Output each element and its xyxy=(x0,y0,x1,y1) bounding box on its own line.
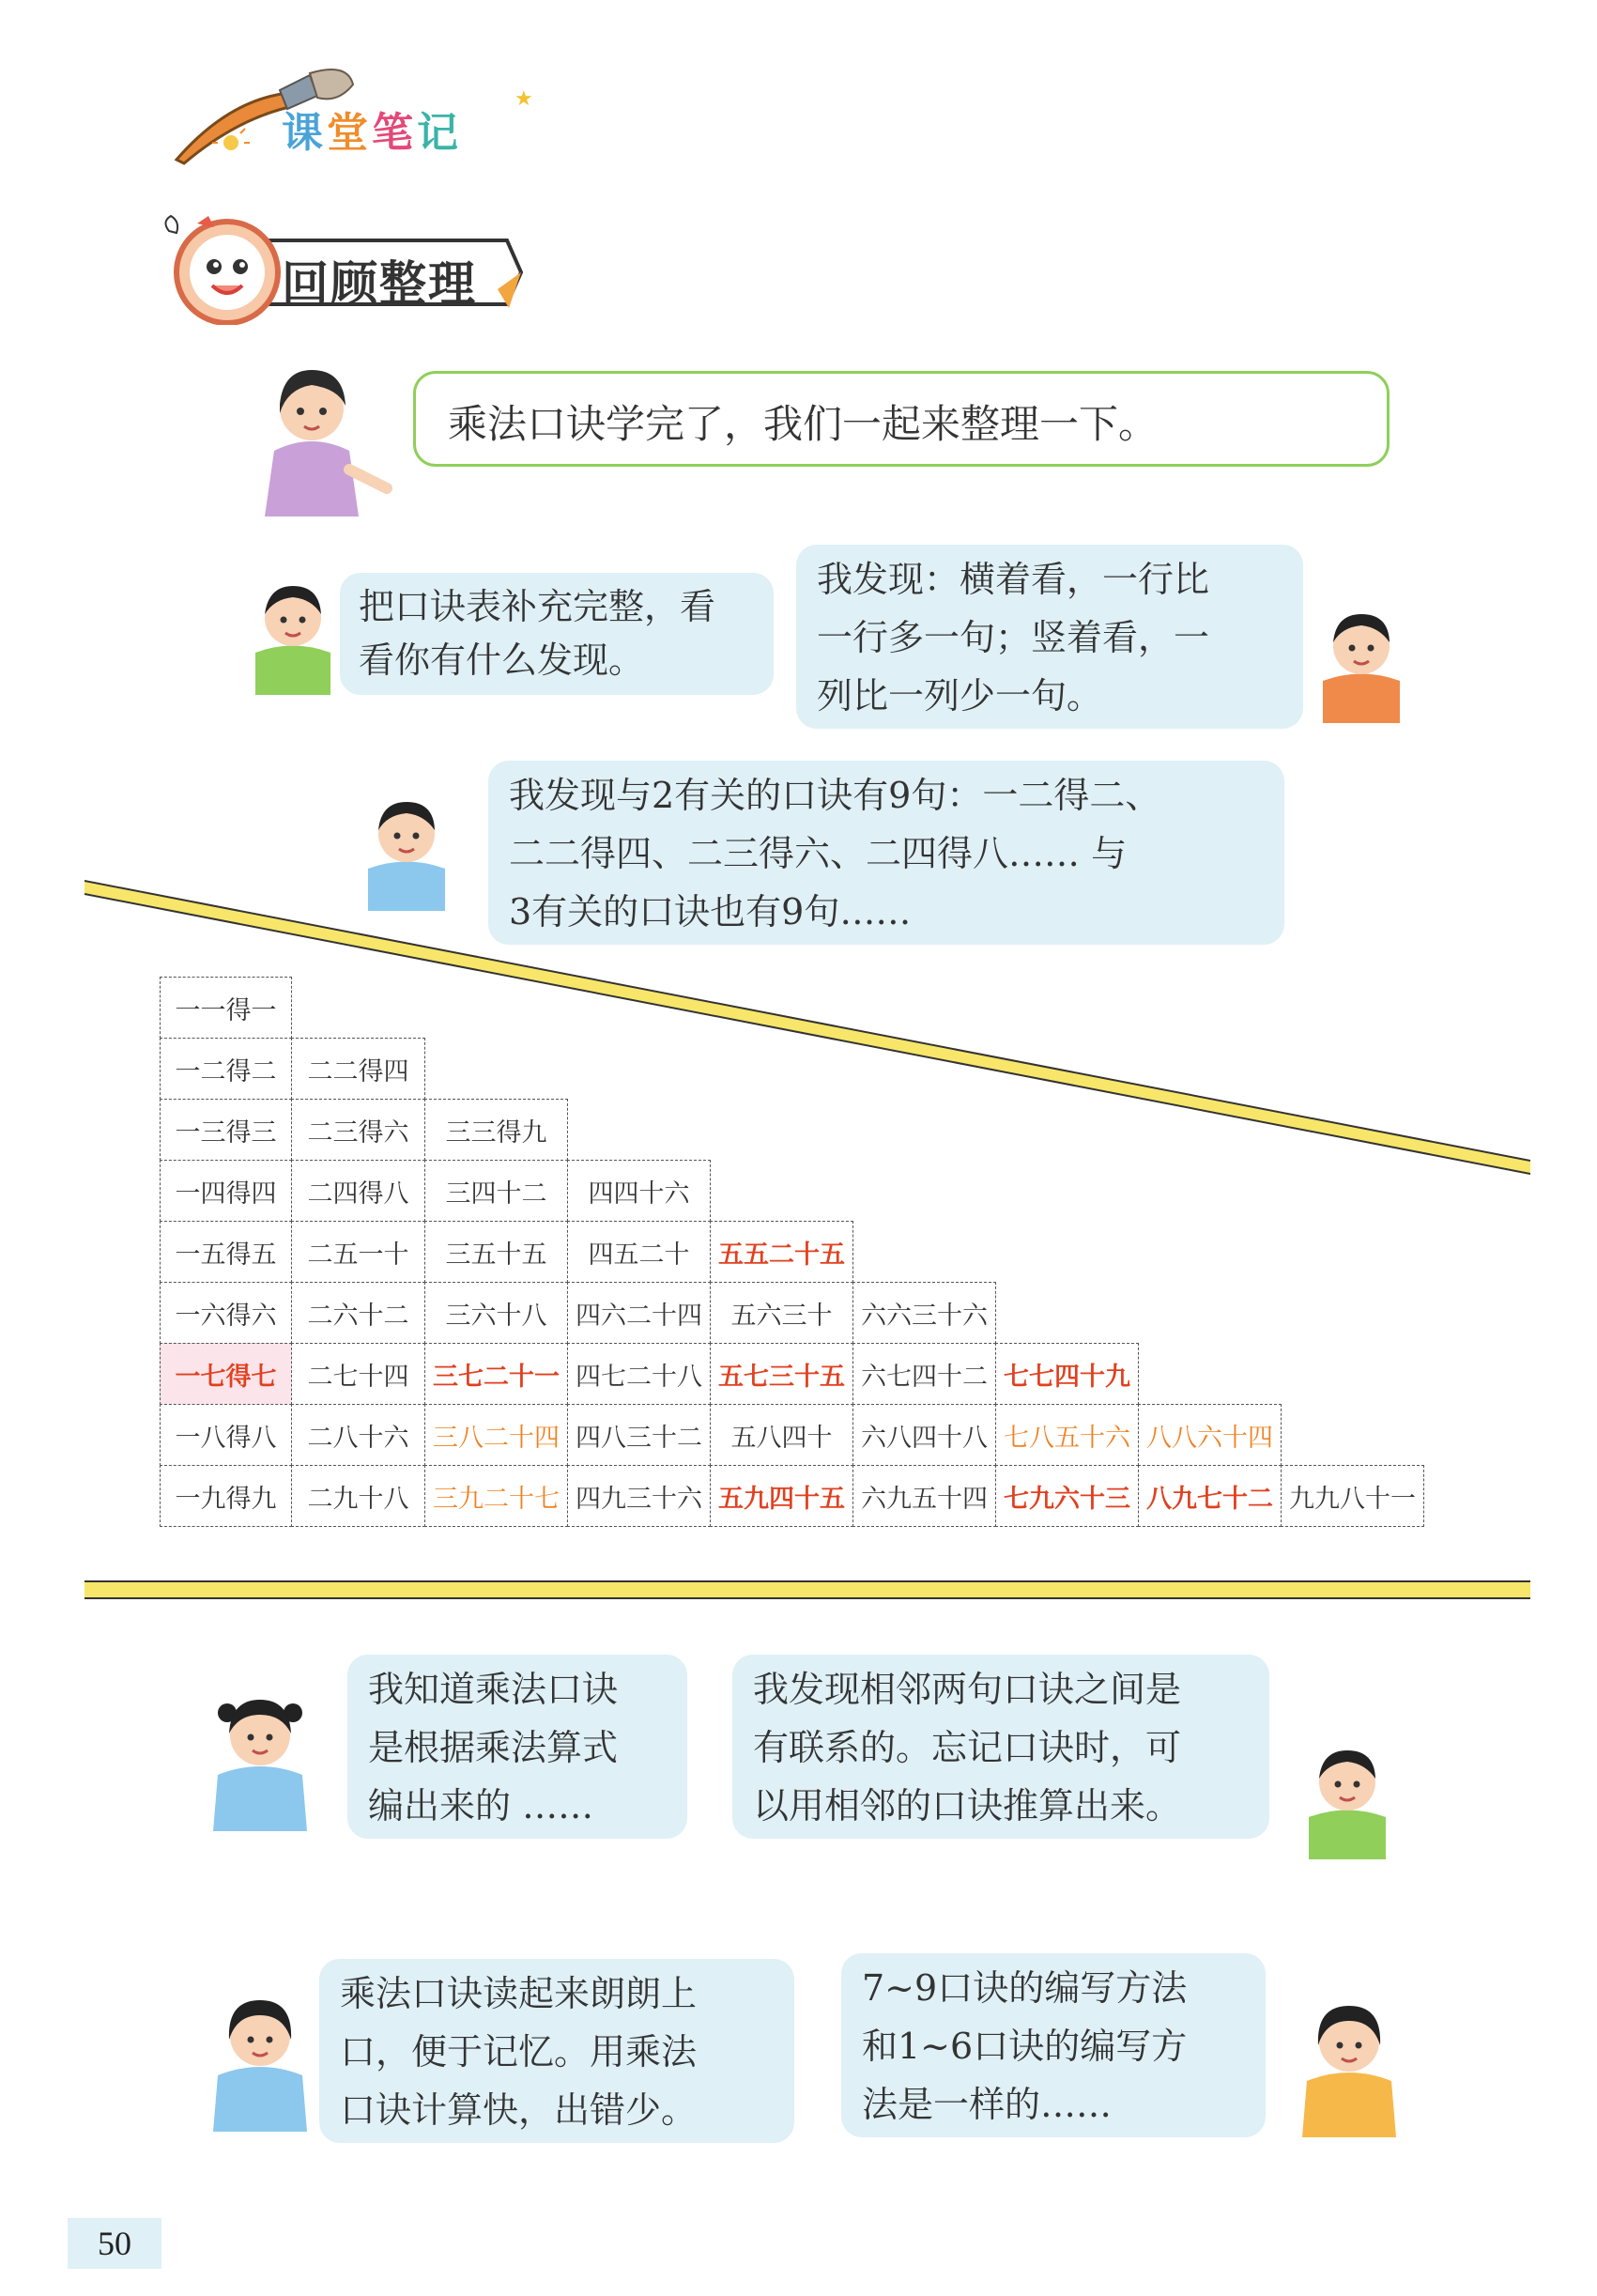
table-cell: 四六二十四 xyxy=(567,1282,711,1344)
table-cell: 三四十二 xyxy=(424,1160,568,1222)
bubble-3-line-1: 我发现与2有关的口诀有9句：一二得二、 xyxy=(509,775,1161,816)
teacher-speech-bubble xyxy=(413,371,1390,467)
table-cell: 六七四十二 xyxy=(852,1343,996,1405)
header-char-4: 记 xyxy=(417,109,462,157)
table-cell: 六九五十四 xyxy=(852,1465,996,1527)
speech-bubble-2 xyxy=(796,545,1303,729)
table-cell: 八八六十四 xyxy=(1138,1404,1282,1466)
speech-bubble-7 xyxy=(841,1953,1266,2137)
table-cell: 五五二十五 xyxy=(710,1221,853,1283)
table-cell: 二七十四 xyxy=(291,1343,425,1405)
girl-orange-top-icon xyxy=(1288,1987,1410,2137)
svg-text:★: ★ xyxy=(514,87,533,111)
table-cell: 五六三十 xyxy=(710,1282,853,1344)
table-cell: 七七四十九 xyxy=(995,1343,1139,1405)
table-cell: 四七二十八 xyxy=(567,1343,711,1405)
speech-bubble-1 xyxy=(340,573,774,695)
bubble-6-line-2: 口，便于记忆。用乘法 xyxy=(340,2031,698,2073)
teacher-figure-icon xyxy=(246,357,396,516)
header-char-3: 笔 xyxy=(372,109,417,157)
table-cell: 五七三十五 xyxy=(710,1343,853,1405)
bubble-2-line-3: 列比一列少一句。 xyxy=(817,675,1103,717)
bubble-6-line-1: 乘法口诀读起来朗朗上 xyxy=(340,1973,698,2014)
header-char-1: 课 xyxy=(282,109,327,157)
table-cell: 一四得四 xyxy=(160,1160,292,1222)
table-cell: 二三得六 xyxy=(291,1099,425,1161)
table-cell: 一七得七 xyxy=(160,1343,292,1405)
bubble-7-line-1: 7~9口诀的编写方法 xyxy=(862,1967,1188,2009)
header-char-2: 堂 xyxy=(327,109,372,157)
table-cell: 二六十二 xyxy=(291,1282,425,1344)
bubble-1-line-1: 把口诀表补充完整，看 xyxy=(359,586,716,627)
bubble-6-line-3: 口诀计算快，出错少。 xyxy=(340,2089,698,2131)
page-number: 50 xyxy=(68,2218,161,2269)
table-cell: 九九八十一 xyxy=(1281,1465,1424,1527)
table-cell: 七八五十六 xyxy=(995,1404,1139,1466)
bubble-5-line-1: 我发现相邻两句口诀之间是 xyxy=(753,1669,1182,1710)
table-cell: 三五十五 xyxy=(424,1221,568,1283)
speech-bubble-4 xyxy=(347,1655,687,1839)
table-cell: 一二得二 xyxy=(160,1038,292,1100)
table-cell: 七九六十三 xyxy=(995,1465,1139,1527)
table-cell: 二八十六 xyxy=(291,1404,425,1466)
bubble-4-line-1: 我知道乘法口诀 xyxy=(368,1669,619,1710)
table-cell: 四八三十二 xyxy=(567,1404,711,1466)
table-cell: 三七二十一 xyxy=(424,1343,568,1405)
table-cell: 六六三十六 xyxy=(852,1282,996,1344)
table-cell: 一三得三 xyxy=(160,1099,292,1161)
bubble-1-line-2: 看你有什么发现。 xyxy=(359,639,645,681)
table-cell: 六八四十八 xyxy=(852,1404,996,1466)
table-cell: 四五二十 xyxy=(567,1221,711,1283)
table-cell: 三六十八 xyxy=(424,1282,568,1344)
table-cell: 四四十六 xyxy=(567,1160,711,1222)
bubble-5-line-2: 有联系的。忘记口诀时，可 xyxy=(753,1727,1182,1768)
header-title xyxy=(282,99,462,159)
table-cell: 三九二十七 xyxy=(424,1465,568,1527)
girl-blue-dress-icon xyxy=(199,1681,321,1831)
table-cell: 五九四十五 xyxy=(710,1465,853,1527)
boy-green-shirt-icon xyxy=(246,573,340,695)
bubble-3-line-2: 二二得四、二三得六、二四得八…… 与 xyxy=(509,833,1128,874)
yellow-horizontal-stripe xyxy=(84,1579,1530,1602)
boy-green-sweater-icon xyxy=(1296,1737,1399,1859)
table-cell: 一一得一 xyxy=(160,977,292,1039)
table-cell: 四九三十六 xyxy=(567,1465,711,1527)
girl-blue-top-icon xyxy=(199,1981,321,2132)
table-cell: 一五得五 xyxy=(160,1221,292,1283)
table-cell: 二九十八 xyxy=(291,1465,425,1527)
table-cell: 二四得八 xyxy=(291,1160,425,1222)
table-cell: 八九七十二 xyxy=(1138,1465,1282,1527)
table-cell: 二二得四 xyxy=(291,1038,425,1100)
table-cell: 一八得八 xyxy=(160,1404,292,1466)
table-cell: 五八四十 xyxy=(710,1404,853,1466)
table-cell: 一六得六 xyxy=(160,1282,292,1344)
bubble-2-line-1: 我发现：横着看，一行比 xyxy=(817,559,1210,600)
table-cell: 二五一十 xyxy=(291,1221,425,1283)
bubble-4-line-2: 是根据乘法算式 xyxy=(368,1727,619,1768)
bubble-7-line-2: 和1~6口诀的编写方 xyxy=(862,2026,1188,2067)
table-cell: 三三得九 xyxy=(424,1099,568,1161)
table-cell: 三八二十四 xyxy=(424,1404,568,1466)
section-title: 回顾整理 xyxy=(282,256,477,311)
teacher-bubble-text: 乘法口诀学完了，我们一起来整理一下。 xyxy=(448,401,1159,447)
boy-orange-shirt-icon xyxy=(1310,601,1413,723)
speech-bubble-6 xyxy=(319,1959,794,2143)
bubble-7-line-3: 法是一样的…… xyxy=(862,2084,1113,2125)
bubble-3-line-3: 3有关的口诀也有9句…… xyxy=(509,891,912,932)
speech-bubble-5 xyxy=(732,1655,1269,1839)
bubble-2-line-2: 一行多一句；竖着看，一 xyxy=(817,617,1210,658)
bubble-5-line-3: 以用相邻的口诀推算出来。 xyxy=(753,1785,1182,1826)
bubble-4-line-3: 编出来的 …… xyxy=(368,1785,594,1826)
table-cell: 一九得九 xyxy=(160,1465,292,1527)
